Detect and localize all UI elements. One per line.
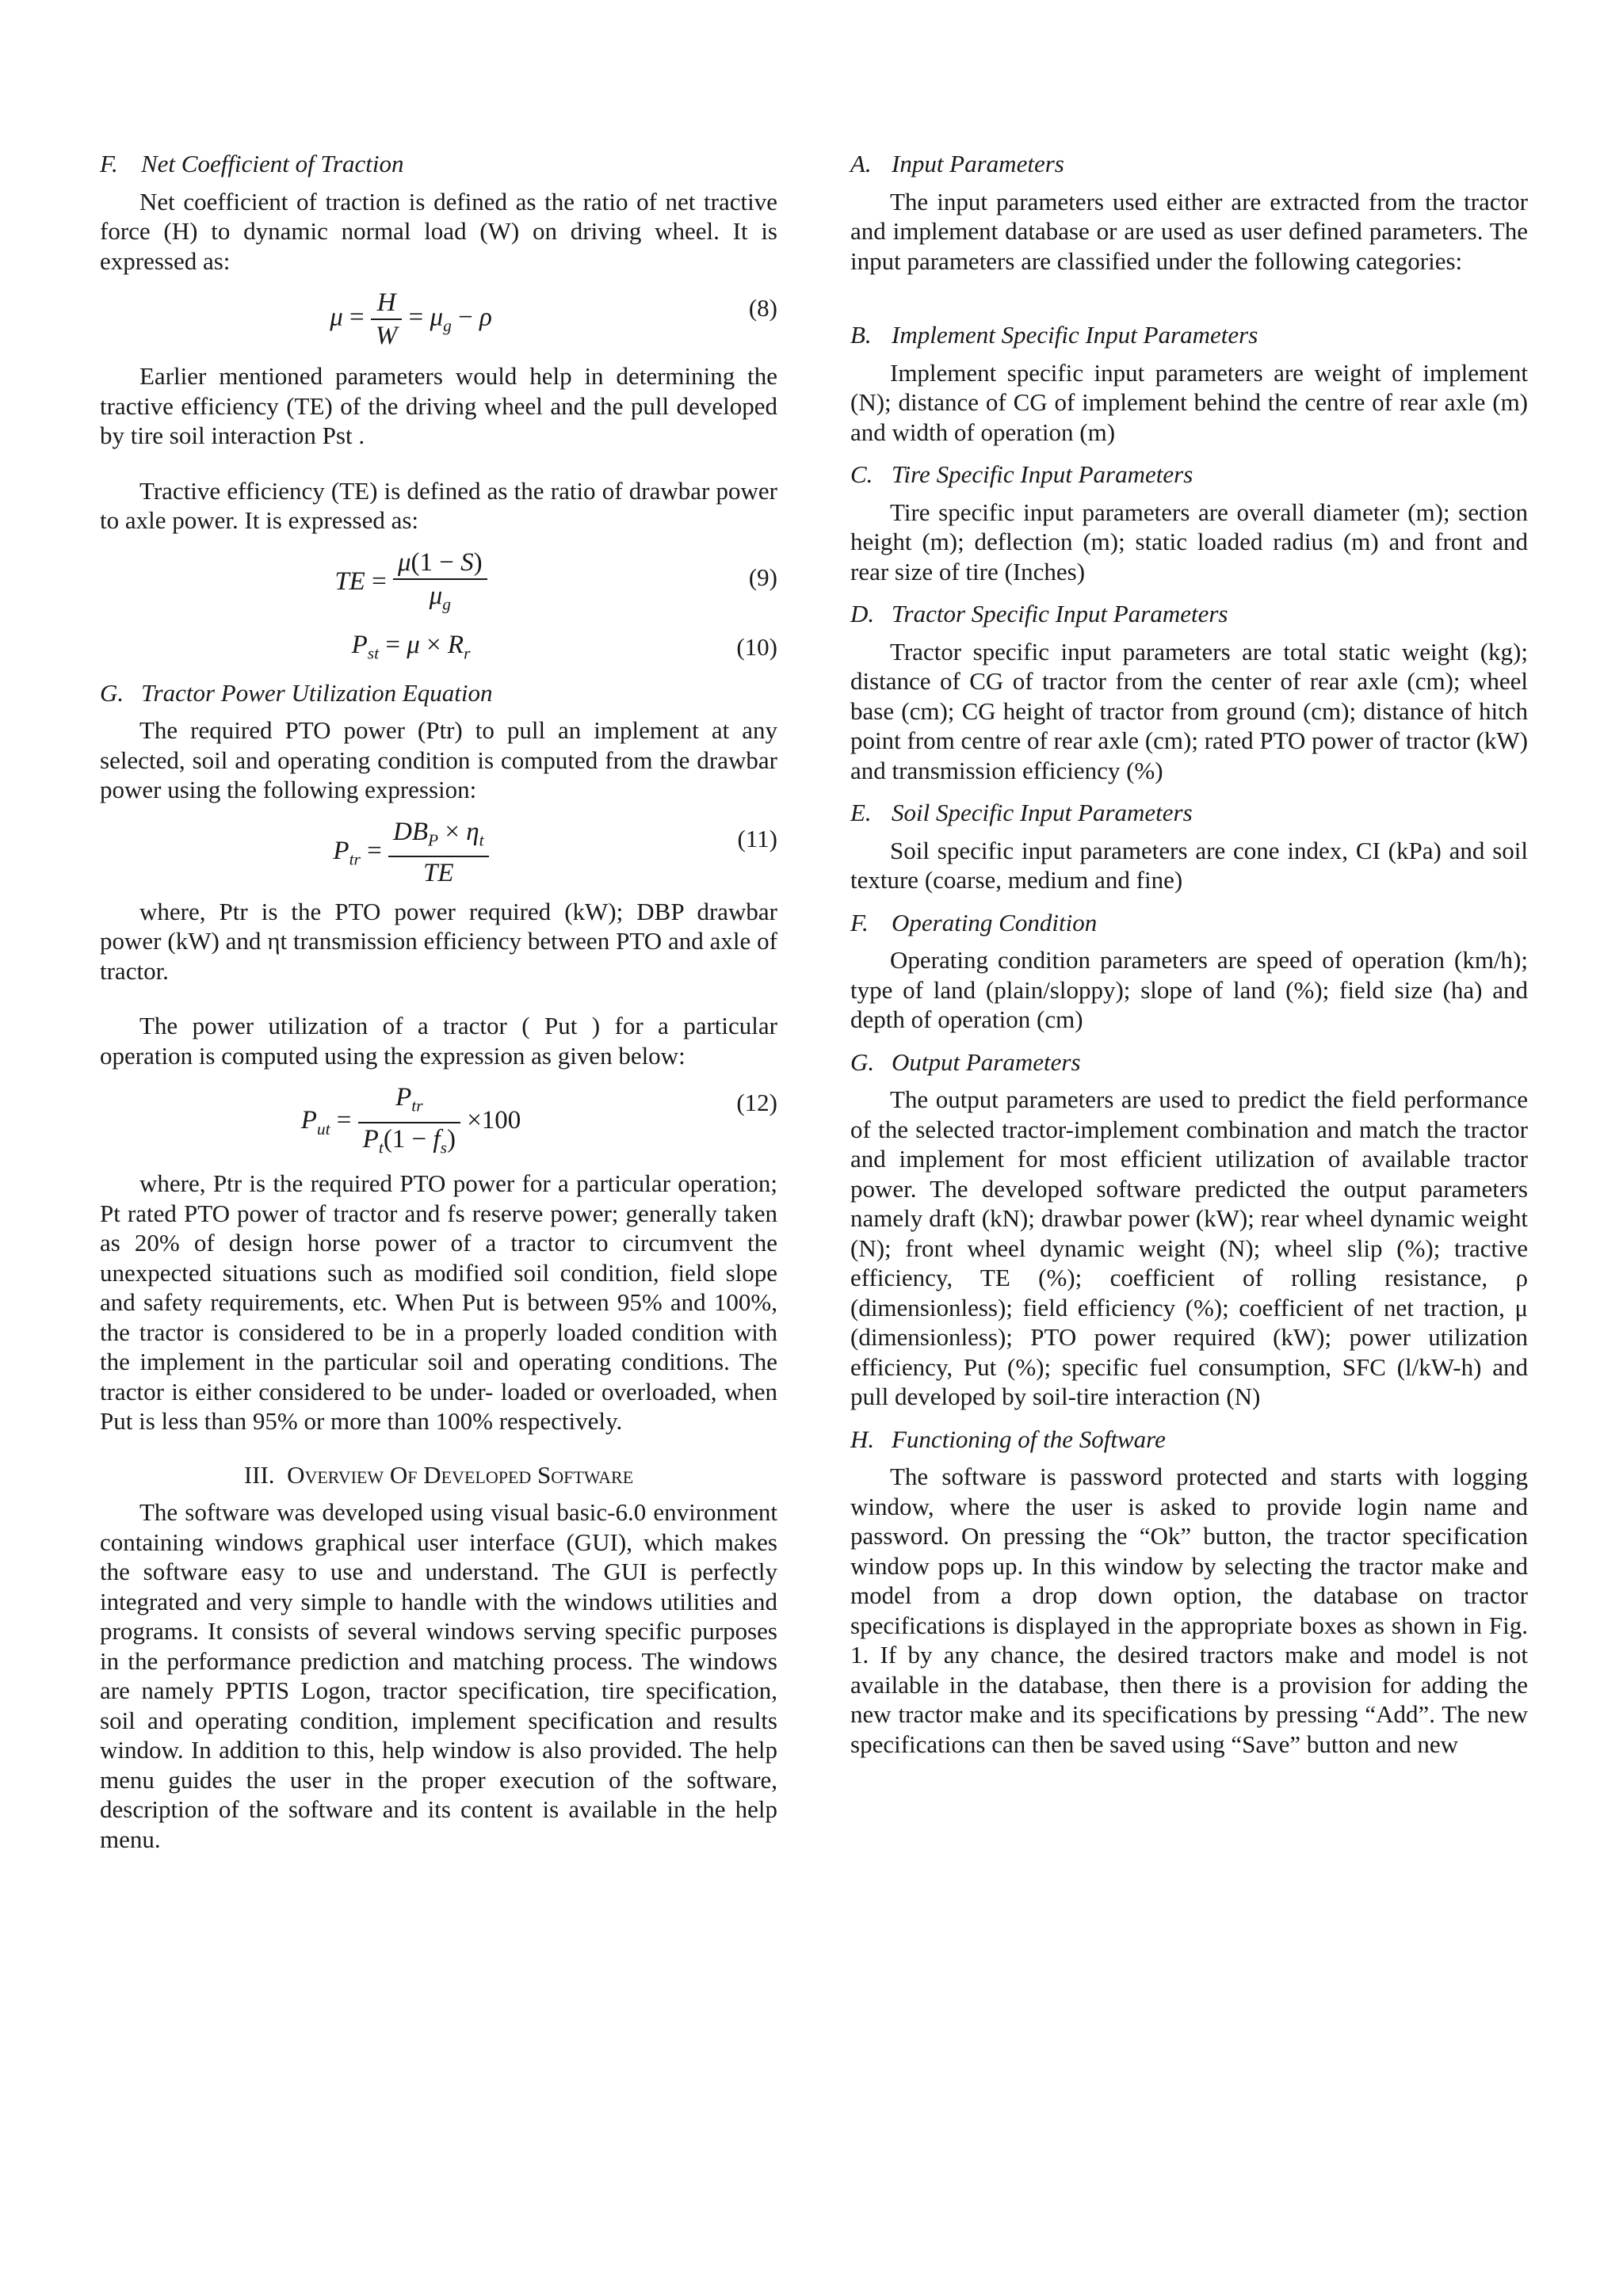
subsection-heading-d: D. Tractor Specific Input Parameters: [850, 600, 1228, 627]
equation-11-number: (11): [737, 824, 777, 852]
subsection-heading-h: H. Functioning of the Software: [850, 1425, 1166, 1453]
equation-9-number: (9): [748, 563, 777, 591]
right-column: [850, 149, 1528, 1759]
subsection-heading-b: B. Implement Specific Input Parameters: [850, 321, 1258, 349]
paragraph-tire-params: Tire specific input parameters are overall diameter (m); section height (m); deflection (m); static loaded radius (m) and front and rear size of tire (Inches): [850, 498, 1528, 585]
paragraph-soil-params: Soil specific input parameters are cone index, CI (kPa) and soil texture (coarse, medium and fine): [850, 836, 1528, 894]
paragraph-where-1: where, Ptr is the PTO power required (kW); DBP drawbar power (kW) and ηt transmission efficiency between PTO and axle of tractor.: [100, 897, 777, 985]
equation-8-number: (8): [748, 294, 777, 322]
paragraph-output-parameters: The output parameters are used to predict the field performance of the selected tractor-implement combination and match the tractor and implement for most efficient utilization of available tractor power. The developed software predicted the output parameters namely draft (kN); drawbar power (kW); rear wheel dynamic weight (N); front wheel dynamic weight (N); wheel slip (%); tractive efficiency, TE (%); coefficient of rolling resistance, ρ (dimensionless); field efficiency (%); coefficient of net traction, μ (dimensionless); PTO power required (kW); power utilization efficiency, Put (%); specific fuel consumption, SFC (l/kW-h) and pull developed by soil-tire interaction (N): [850, 1085, 1528, 1410]
equation-9: TE = $\frac{\mu(1 - S)}{\mu_g}$ (9): [100, 547, 777, 620]
equation-10-number: (10): [736, 632, 777, 661]
paragraph-software: The software was developed using visual basic-6.0 environment containing windows graphical user interface (GUI), which makes the software easy to use and understand. The GUI is perfectly integrated and very simple to handle with the windows utilities and programs. It consists of several windows serving specific purposes in the performance prediction and matching process. The windows are namely PPTIS Logon, tractor specification, tire specification, soil and operating condition, implement specification and results window. In addition to this, help window is also provided. The help menu guides the user in the proper execution of the software, description of the software and its content is available in the help menu.: [100, 1498, 777, 1853]
equation-8: μ = $\frac{H}{W}$ = $\mu_g - \rho$ (8): [330, 288, 777, 350]
equation-10: $P_{st} = \mu \times R_r$ (10): [351, 630, 777, 663]
equation-12: $P_{ut}$ = $\frac{P_{tr}}{P_t(1 - f_s)}$ ×100 (12): [100, 1081, 777, 1158]
paragraph-input-parameters: The input parameters used either are extracted from the tractor and implement database or are used as user defined parameters. The input parameters are classified under the following categories:: [850, 187, 1528, 275]
paragraph-tractive-efficiency: Tractive efficiency (TE) is defined as the ratio of drawbar power to axle power. It is expressed as:: [100, 476, 777, 534]
equation-12-number: (12): [736, 1089, 777, 1116]
paragraph-earlier: Earlier mentioned parameters would help in determining the tractive efficiency (TE) of the driving wheel and the pull developed by tire soil interaction Pst .: [100, 362, 777, 449]
subsection-heading-a: A. Input Parameters: [850, 150, 1064, 177]
subsection-heading-g: G. Tractor Power Utilization Equation: [100, 678, 493, 707]
paragraph-functioning: The software is password protected and starts with logging window, where the user is asked to provide login name and password. On pressing the “Ok” button, the tractor specification window pops up. In this window by selecting the tractor make and model from a drop down option, the database on tractor specifications is displayed in the appropriate boxes as shown in Fig. 1. If by any chance, the desired tractors make and model is not available in the database, then there is a provision for adding the new tractor make and its specifications by pressing “Add”. The new specifications can then be saved using “Save” button and new: [850, 1463, 1528, 1758]
paragraph-implement-params: Implement specific input parameters are weight of implement (N); distance of CG of implement behind the centre of rear axle (m) and width of operation (m): [850, 358, 1528, 446]
section-heading-iii: III. Overview Of Developed Software: [243, 1460, 634, 1489]
paragraph-pto-power: The required PTO power (Ptr) to pull an implement at any selected, soil and operating condition is computed from the drawbar power using the following expression:: [100, 716, 777, 803]
paragraph-power-utilization: The power utilization of a tractor ( Put ) for a particular operation is computed using the expression as given below:: [100, 1012, 777, 1070]
subsection-heading-c: C. Tire Specific Input Parameters: [850, 460, 1193, 488]
subsection-heading-f-right: F. Operating Condition: [850, 908, 1098, 936]
equation-11: $P_{tr}$ = $\frac{DB_P \times \eta_t}{TE}$ (11): [333, 817, 777, 888]
paragraph-where-2: where, Ptr is the required PTO power for a particular operation; Pt rated PTO power of tractor and fs reserve power; generally taken as 20% of design horse power of a tractor to circumvent the unexpected situations such as modified soil condition, field slope and safety requirements, etc. When Put is between 95% and 100%, the tractor is considered to be in a properly loaded condition with the implement in the particular soil and operating conditions. The tractor is either considered to be under- loaded or overloaded, when Put is less than 95% or more than 100% respectively.: [100, 1169, 777, 1435]
paragraph-net-traction: Net coefficient of traction is defined as the ratio of net tractive force (H) to dynamic normal load (W) on driving wheel. It is expressed as:: [100, 187, 777, 275]
left-column: [100, 149, 777, 1854]
paragraph-tractor-params: Tractor specific input parameters are total static weight (kg); distance of CG of tractor from the center of rear axle (cm); wheel base (cm); CG height of tractor from ground (cm); distance of hitch point from centre of rear axle (cm); rated PTO power of tractor (kW) and transmission efficiency (%): [850, 637, 1528, 784]
subsection-heading-g-right: G. Output Parameters: [850, 1047, 1081, 1076]
subsection-heading-e: E. Soil Specific Input Parameters: [850, 799, 1193, 826]
paragraph-operating-condition: Operating condition parameters are speed of operation (km/h); type of land (plain/sloppy); slope of land (%); field size (ha) and depth of operation (cm): [850, 946, 1528, 1033]
subsection-heading-f: F. Net Coefficient of Traction: [100, 150, 404, 177]
